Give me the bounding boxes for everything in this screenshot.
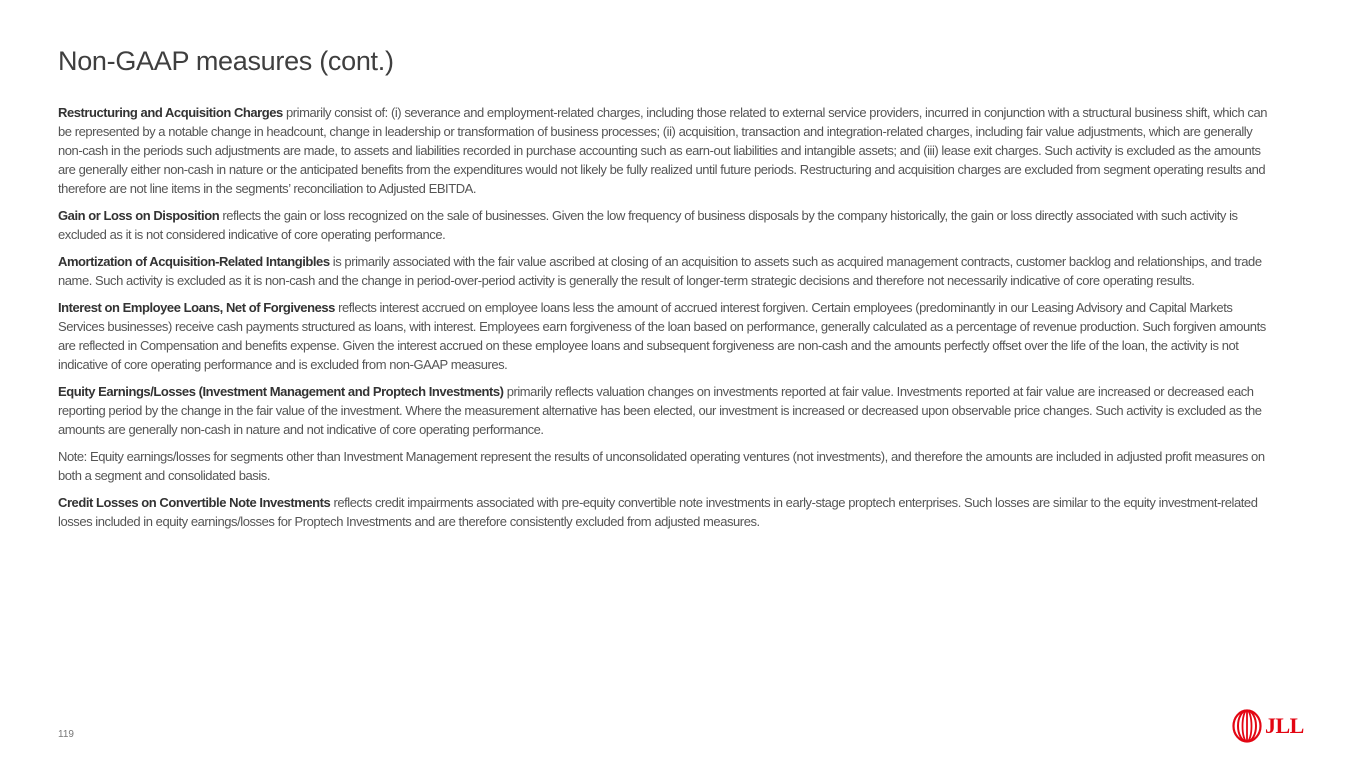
paragraph-interest-employee-loans [58,298,1276,374]
paragraph-amortization [58,252,1276,290]
logo-wordmark: JLL [1265,713,1304,738]
term-interest-employee-loans: Interest on Employee Loans, Net of Forgiveness [58,300,335,315]
term-gain-loss-disposition: Gain or Loss on Disposition [58,208,220,223]
definition-equity-earnings: primarily reflects valuation changes on investments reported at fair value. Investments reported at fair value are increased or decreased each reporting period by the change in the fair value of the investment. Where the measurement alternative has been elected, our investment is increased or decreased upon observable price changes. Such activity is excluded as the amounts are generally non-cash in nature and not indicative of core operating performance. [58,384,1262,437]
paragraph-equity-earnings [58,382,1276,439]
page-title: Non-GAAP measures (cont.) [58,46,394,76]
definition-gain-loss-disposition: reflects the gain or loss recognized on the sale of businesses. Given the low frequency of business disposals by the company historically, the gain or loss directly associated with such activity is excluded as it is not considered indicative of core operating performance. [58,208,1238,242]
definition-interest-employee-loans: reflects interest accrued on employee loans less the amount of accrued interest forgiven. Certain employees (predominantly in our Leasing Advisory and Capital Markets Services businesses) receive cash payments structured as loans, with interest. Employees earn forgiveness of the loan based on performance, generally calculated as a percentage of revenue production. Such forgiven amounts are reflected in Compensation and benefits expense. Given the interest accrued on these employee loans and subsequent forgiveness are non-cash and the amounts perfectly offset over the life of the loan, the activity is not indicative of core operating performance and is excluded from non-GAAP measures. [58,300,1266,372]
paragraph-credit-losses [58,493,1276,531]
definition-credit-losses: reflects credit impairments associated with pre-equity convertible note investments in early-stage proptech enterprises. Such losses are similar to the equity investment-related losses included in equity earnings/losses for Proptech Investments and are therefore consistently excluded from adjusted measures. [58,495,1258,529]
definitions-body [58,103,1276,539]
jll-logo-icon [1232,709,1262,743]
company-logo [1232,708,1308,744]
term-amortization: Amortization of Acquisition-Related Intangibles [58,254,330,269]
paragraph-note-equity-earnings [58,447,1276,485]
term-credit-losses: Credit Losses on Convertible Note Investments [58,495,331,510]
definition-restructuring: primarily consist of: (i) severance and employment-related charges, including those related to external service providers, incurred in conjunction with a structural business shift, which can be represented by a notable change in headcount, change in leadership or transformation of business processes; (ii) acquisition, transaction and integration-related charges, including fair value adjustments, which are generally non-cash in the periods such adjustments are made, to assets and liabilities recorded in purchase accounting such as earn-out liabilities and intangible assets; and (iii) lease exit charges. Such activity is excluded as the amounts are generally either non-cash in nature or the anticipated benefits from the expenditures would not likely be fully realized until future periods. Restructuring and acquisition charges are excluded from segment operating results and therefore are not line items in the segments’ reconciliation to Adjusted EBITDA. [58,105,1268,196]
paragraph-restructuring [58,103,1276,198]
term-equity-earnings: Equity Earnings/Losses (Investment Management and Proptech Investments) [58,384,504,399]
paragraph-gain-loss-disposition [58,206,1276,244]
term-restructuring: Restructuring and Acquisition Charges [58,105,283,120]
definition-amortization: is primarily associated with the fair value ascribed at closing of an acquisition to assets such as acquired management contracts, customer backlog and relationships, and trade name. Such activity is excluded as it is non-cash and the change in period-over-period activity is generally the result of longer-term strategic decisions and therefore not necessarily indicative of core operating results. [58,254,1262,288]
note-equity-earnings: Note: Equity earnings/losses for segments other than Investment Management represent the results of unconsolidated operating ventures (not investments), and therefore the amounts are included in adjusted profit measures on both a segment and consolidated basis. [58,449,1265,483]
page-number: 119 [58,729,74,740]
